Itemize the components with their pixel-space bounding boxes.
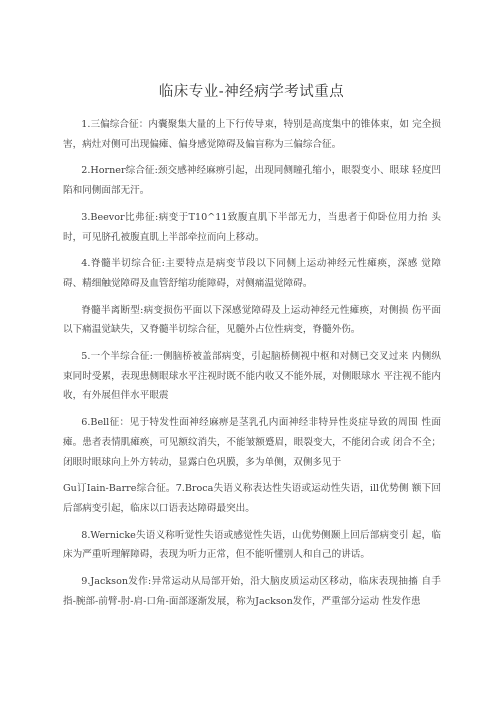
paragraph-4: 4.脊髓半切综合征:主要特点是病变节段以下同侧上运动神经元性瘫痪，深感 觉障碍、精细触觉障碍及血管舒缩功能障碍，对侧痛温觉障碍。 [63,258,441,289]
paragraph-5: 脊髓半离断型:病变损伤平面以下深感觉障碍及上运动神经元性瘫痪，对侧损 伤平面以下痛温觉缺失，又脊髓半切综合征，见髓外占位性病变，脊髓外伤。 [63,304,441,336]
paragraph-7: 6.Bell征：见于特发性面神经麻痹是茎乳孔内面神经非特异性炎症导致的周围 性面瘫。患者表情肌瘫痪，可见额纹消失，不能皱额蹙眉，眼裂变大，不能闭合或 闭合不全；闭眼时眼球向上外方转动，显露白色巩膜，多为单侧，双侧多见于 [63,417,441,468]
paragraph-10: 9.Jackson发作:异常运动从局部开始，沿大脑皮质运动区移动，临床表现抽搐 自手指-腕部-前臂-肘-肩-口角-面部逐渐发展，称为Jackson发作，严重部分运动 性发作患 [63,576,441,607]
document-body [63,115,441,618]
paragraph-3: 3.Beevor比弗征:病变于T10^11致腹直肌下半部无力，当患者于仰卧位用力抬 头时，可见脐孔被腹直肌上半部牵拉而向上移动。 [63,211,441,243]
paragraph-2: 2.Horner综合征:颈交感神经麻痹引起，出现同侧瞳孔缩小，眼裂变小、眼球 轻度凹陷和同侧面部无汗。 [63,165,441,197]
paragraph-9: 8.Wernicke失语义称听觉性失语或感觉性失语，山优势侧颞上回后部病变引 起，临床为严重听理解障碍，表现为听力正常，但不能听懂别人和自己的讲话。 [63,529,441,561]
paragraph-6: 5.一个半综合征:一侧脑桥被盖部病变，引起脑桥侧视中枢和对侧已交叉过来 内侧纵束同时受累，表现患侧眼球水平注视时既不能内收又不能外展，对侧眼球水 平注视不能内收，有外展但伴水平眼震 [63,351,441,402]
document-title: 临床专业-神经病学考试重点 [158,84,345,100]
paragraph-8: Gu订Iain-Barre综合征。7.Broca失语义称表达性失语或运动性失语，ill优势侧 额下回后部病变引起，临床以口语表达障碍最突出。 [63,483,441,514]
paragraph-1: 1.三偏综合征：内囊聚集大量的上下行传导束，特别是高度集中的锥体束，如 完全损害，病灶对侧可出现偏瘫、偏身感觉障碍及偏盲称为三偏综合征。 [63,119,441,150]
